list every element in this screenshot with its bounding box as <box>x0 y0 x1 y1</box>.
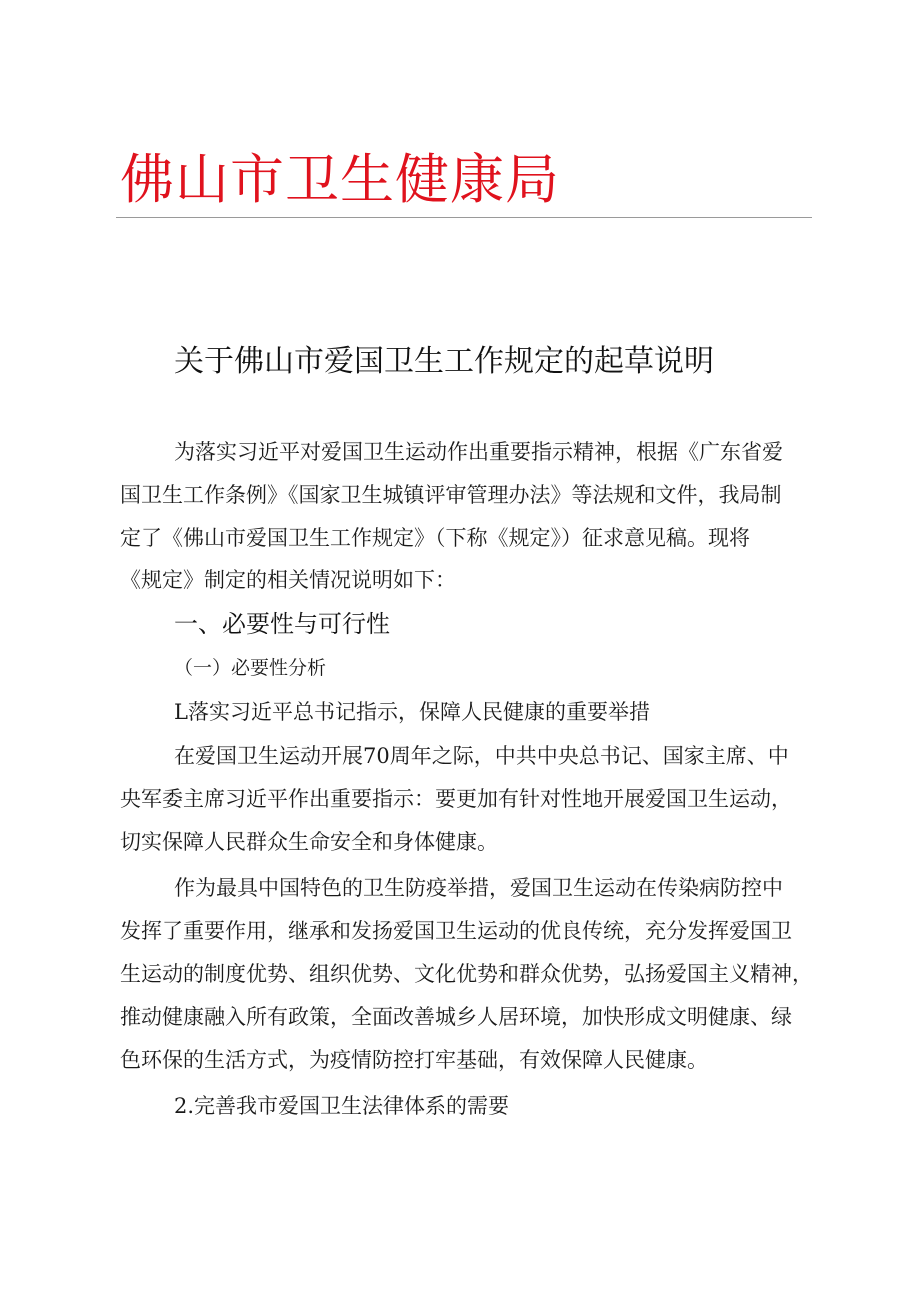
paragraph1-line-3: 切实保障人民群众生命安全和身体健康。 <box>120 830 498 854</box>
intro-line-1: 为落实习近平对爱国卫生运动作出重要指示精神，根据《广东省爱 <box>174 440 783 464</box>
paragraph1-line-1: 在爱国卫生运动开展70周年之际，中共中央总书记、国家主席、中 <box>174 744 789 768</box>
paragraph2-line-4: 推动健康融入所有政策，全面改善城乡人居环境，加快形成文明健康、绿 <box>120 1005 792 1029</box>
item-heading-1: L落实习近平总书记指示，保障人民健康的重要举措 <box>174 700 650 724</box>
intro-line-3: 定了《佛山市爱国卫生工作规定》（下称《规定》）征求意见稿。现将 <box>120 526 750 550</box>
intro-line-2: 国卫生工作条例》《国家卫生城镇评审管理办法》等法规和文件，我局制 <box>120 483 782 507</box>
paragraph2-line-1: 作为最具中国特色的卫生防疫举措，爱国卫生运动在传染病防控中 <box>174 876 783 900</box>
section-heading-necessity-feasibility: 一、必要性与可行性 <box>174 610 390 638</box>
paragraph1-line-2: 央军委主席习近平作出重要指示：要更加有针对性地开展爱国卫生运动， <box>120 787 792 811</box>
paragraph2-line-3: 生运动的制度优势、组织优势、文化优势和群众优势，弘扬爱国主义精神， <box>120 962 813 986</box>
paragraph2-line-2: 发挥了重要作用，继承和发扬爱国卫生运动的优良传统，充分发挥爱国卫 <box>120 919 792 943</box>
document-title: 关于佛山市爱国卫生工作规定的起草说明 <box>174 344 714 379</box>
item-heading-2: 2.完善我市爱国卫生法律体系的需要 <box>174 1094 510 1118</box>
paragraph2-line-5: 色环保的生活方式，为疫情防控打牢基础，有效保障人民健康。 <box>120 1048 708 1072</box>
subsection-heading-necessity-analysis: （一）必要性分析 <box>174 657 327 679</box>
masthead-agency-name: 佛山市卫生健康局 <box>120 148 560 211</box>
masthead-divider <box>116 217 812 218</box>
intro-line-4: 《规定》制定的相关情况说明如下： <box>120 568 456 592</box>
